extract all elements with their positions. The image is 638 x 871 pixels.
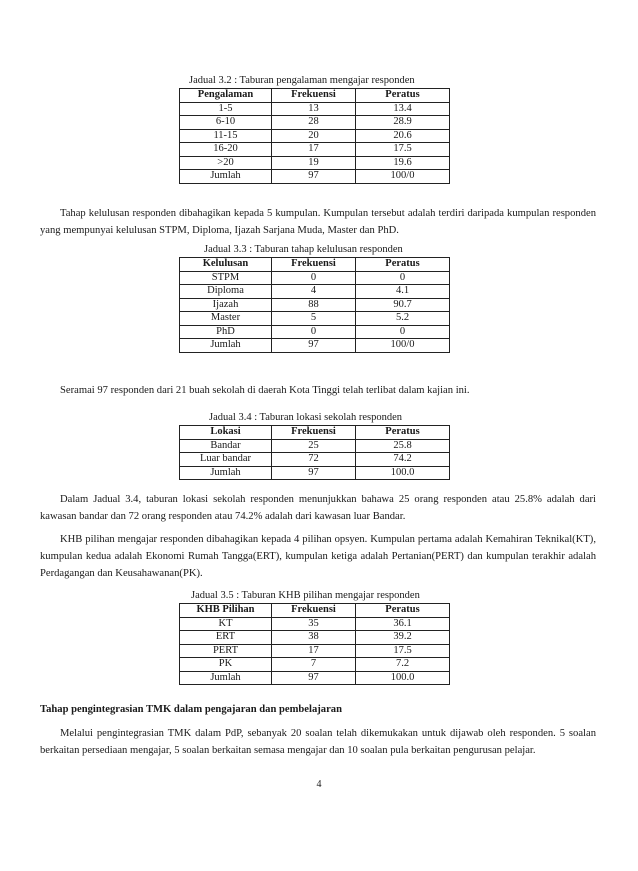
table-row: [180, 658, 450, 672]
table-cell: Luar bandar: [180, 453, 272, 467]
table-cell: 0: [356, 325, 450, 339]
table-row: [180, 285, 450, 299]
table-cell: 97: [272, 466, 356, 480]
table-cell: Master: [180, 312, 272, 326]
table-cell: 19.6: [356, 156, 450, 170]
table-cell: Diploma: [180, 285, 272, 299]
table-row: [180, 143, 450, 157]
table-cell: 11-15: [180, 129, 272, 143]
table-cell: 90.7: [356, 298, 450, 312]
table-header-row: [180, 89, 450, 103]
table-cell: 0: [356, 271, 450, 285]
table-cell: >20: [180, 156, 272, 170]
column-header: Peratus: [356, 604, 450, 618]
table-cell: 39.2: [356, 631, 450, 645]
table-row: [180, 156, 450, 170]
paragraph-5: Melalui pengintegrasian TMK dalam PdP, sebanyak 20 soalan telah dikemukakan untuk dijawab oleh responden. 5 soalan berkaitan persediaan mengajar, 5 soalan berkaitan semasa mengajar dan 10 soalan pula berkaitan pengurusan pelajar.: [40, 728, 596, 756]
table3-caption: Jadual 3.4 : Taburan lokasi sekolah responden: [209, 412, 402, 423]
table-cell: 17: [272, 143, 356, 157]
table-cell: 97: [272, 339, 356, 353]
table-row: [180, 271, 450, 285]
table-cell: ERT: [180, 631, 272, 645]
table-row: [180, 298, 450, 312]
column-header: Peratus: [356, 426, 450, 440]
table-cell: 88: [272, 298, 356, 312]
table-cell: 4.1: [356, 285, 450, 299]
table-cell: 7: [272, 658, 356, 672]
table-cell: 16-20: [180, 143, 272, 157]
table-cell: 0: [272, 271, 356, 285]
table-row: [180, 631, 450, 645]
table-cell: 100/0: [356, 339, 450, 353]
table-cell: 7.2: [356, 658, 450, 672]
table-cell: PERT: [180, 644, 272, 658]
table-row: [180, 116, 450, 130]
column-header: KHB Pilihan: [180, 604, 272, 618]
table-cell: STPM: [180, 271, 272, 285]
column-header: Kelulusan: [180, 258, 272, 272]
table-cell: 13.4: [356, 102, 450, 116]
table-cell: 1-5: [180, 102, 272, 116]
table-cell: 97: [272, 170, 356, 184]
table-cell: 20.6: [356, 129, 450, 143]
table-cell: 100.0: [356, 671, 450, 685]
table-cell: Jumlah: [180, 466, 272, 480]
table-cell: 17.5: [356, 143, 450, 157]
table-row: [180, 453, 450, 467]
table-cell: PK: [180, 658, 272, 672]
table-row: [180, 339, 450, 353]
paragraph-4: KHB pilihan mengajar responden dibahagikan kepada 4 pilihan opsyen. Kumpulan pertama adalah Kemahiran Teknikal(KT), kumpulan kedua adalah Ekonomi Rumah Tangga(ERT), kumpulan ketiga adalah Pertanian(PERT) dan kumpulan terakhir adalah Perdagangan dan Keusahawanan(PK).: [40, 534, 596, 579]
table-cell: 38: [272, 631, 356, 645]
table-cell: 17.5: [356, 644, 450, 658]
table-header-row: [180, 604, 450, 618]
table4-caption: Jadual 3.5 : Taburan KHB pilihan mengajar responden: [191, 590, 420, 601]
table-cell: 20: [272, 129, 356, 143]
table-row: [180, 102, 450, 116]
table-cell: 35: [272, 617, 356, 631]
table-row: [180, 170, 450, 184]
table-cell: Ijazah: [180, 298, 272, 312]
table-row: [180, 129, 450, 143]
table-cell: 74.2: [356, 453, 450, 467]
table-row: [180, 439, 450, 453]
table-row: [180, 617, 450, 631]
column-header: Frekuensi: [272, 604, 356, 618]
table-cell: Jumlah: [180, 671, 272, 685]
table-header-row: [180, 426, 450, 440]
table2: [179, 257, 450, 353]
table-cell: 28: [272, 116, 356, 130]
column-header: Frekuensi: [272, 89, 356, 103]
table-cell: 28.9: [356, 116, 450, 130]
table-cell: KT: [180, 617, 272, 631]
column-header: Peratus: [356, 258, 450, 272]
table-row: [180, 325, 450, 339]
table-row: [180, 671, 450, 685]
table-cell: 25.8: [356, 439, 450, 453]
table-cell: 25: [272, 439, 356, 453]
table-cell: 72: [272, 453, 356, 467]
table-cell: 5.2: [356, 312, 450, 326]
table-row: [180, 312, 450, 326]
paragraph-1: Tahap kelulusan responden dibahagikan kepada 5 kumpulan. Kumpulan tersebut adalah terdiri daripada kumpulan responden yang mempunyai kelulusan STPM, Diploma, Ijazah Sarjana Muda, Master dan PhD.: [40, 208, 596, 236]
table1-caption: Jadual 3.2 : Taburan pengalaman mengajar responden: [189, 75, 415, 86]
column-header: Lokasi: [180, 426, 272, 440]
page-number: 4: [316, 779, 322, 790]
paragraph-3: Dalam Jadual 3.4, taburan lokasi sekolah responden menunjukkan bahawa 25 orang responden atau 25.8% adalah dari kawasan bandar dan 72 orang responden atau 74.2% adalah dari kawasan luar Bandar.: [40, 494, 596, 522]
table3: [179, 425, 450, 480]
column-header: Frekuensi: [272, 426, 356, 440]
table-cell: 100/0: [356, 170, 450, 184]
table-row: [180, 644, 450, 658]
table1: [179, 88, 450, 184]
table-cell: 13: [272, 102, 356, 116]
table4: [179, 603, 450, 685]
table-cell: 0: [272, 325, 356, 339]
table-cell: 17: [272, 644, 356, 658]
table-cell: 36.1: [356, 617, 450, 631]
table-cell: 100.0: [356, 466, 450, 480]
table-cell: Jumlah: [180, 170, 272, 184]
table-cell: 5: [272, 312, 356, 326]
table-cell: Bandar: [180, 439, 272, 453]
table2-caption: Jadual 3.3 : Taburan tahap kelulusan responden: [204, 244, 403, 255]
table-cell: 6-10: [180, 116, 272, 130]
paragraph-2: Seramai 97 responden dari 21 buah sekolah di daerah Kota Tinggi telah terlibat dalam kajian ini.: [60, 385, 470, 396]
table-row: [180, 466, 450, 480]
table-header-row: [180, 258, 450, 272]
section-heading: Tahap pengintegrasian TMK dalam pengajaran dan pembelajaran: [40, 704, 342, 715]
table-cell: 97: [272, 671, 356, 685]
column-header: Peratus: [356, 89, 450, 103]
column-header: Frekuensi: [272, 258, 356, 272]
table-cell: 19: [272, 156, 356, 170]
table-cell: Jumlah: [180, 339, 272, 353]
table-cell: 4: [272, 285, 356, 299]
table-cell: PhD: [180, 325, 272, 339]
column-header: Pengalaman: [180, 89, 272, 103]
